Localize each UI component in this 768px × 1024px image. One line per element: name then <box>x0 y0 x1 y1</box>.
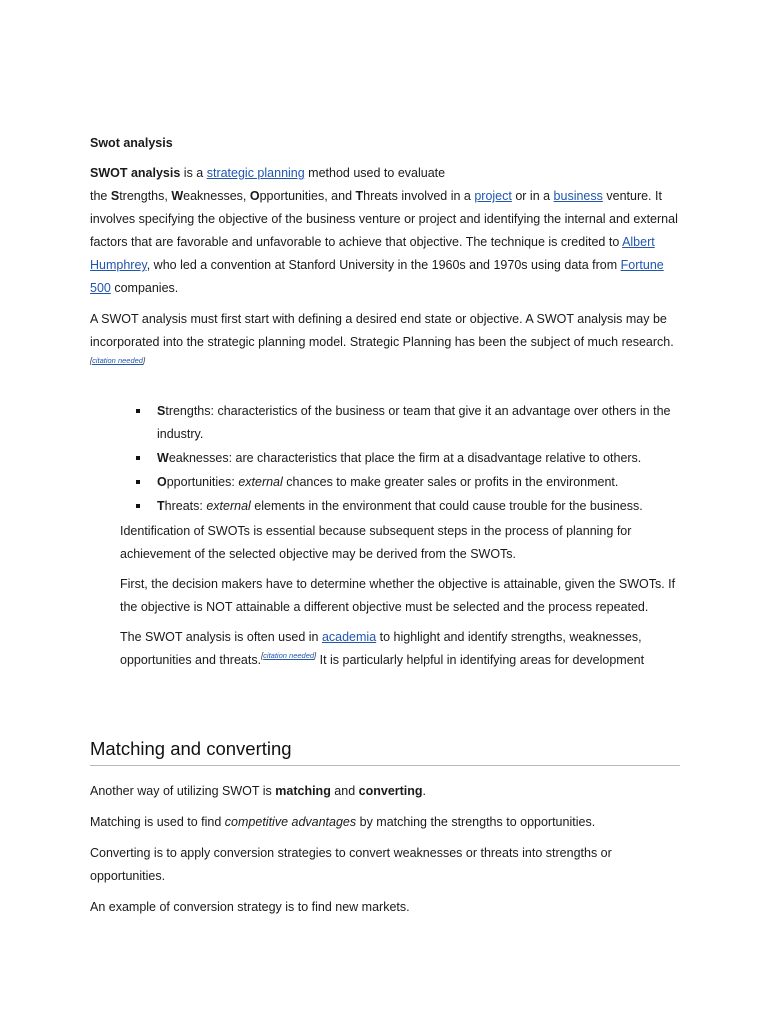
document-body <box>90 130 680 927</box>
objective-paragraph: A SWOT analysis must first start with defining a desired end state or objective. A SWOT analysis may be incorporated into the strategic planning model. Strategic Planning has been the subject of much research.[citation needed] <box>90 312 674 365</box>
section-paragraph: Another way of utilizing SWOT is matching and converting. <box>90 784 427 798</box>
list-item: Opportunities: external chances to make greater sales or profits in the environment. <box>90 471 680 494</box>
intro-paragraph: SWOT analysis is a strategic planning method used to evaluate the Strengths, Weaknesses, Opportunities, and Threats involved in a project or in a business venture. It involves specifying the objective of the business venture or project and identifying the internal and external factors that are favorable and unfavorable to achieve that objective. The technique is credited to Albert Humphrey, who led a convention at Stanford University in the 1960s and 1970s using data from Fortune 500 companies. <box>90 166 678 295</box>
albert-humphrey-link[interactable]: Albert Humphrey <box>90 235 655 272</box>
business-link[interactable]: business <box>553 189 603 203</box>
citation-needed-link[interactable]: citation needed <box>263 651 315 660</box>
citation-needed-link[interactable]: citation needed <box>92 356 143 365</box>
section-paragraph: Converting is to apply conversion strategies to convert weaknesses or threats into strengths or opportunities. <box>90 846 612 883</box>
fortune-500-link[interactable]: Fortune 500 <box>90 258 664 295</box>
strategic-planning-link[interactable]: strategic planning <box>206 166 305 180</box>
section-paragraph: An example of conversion strategy is to find new markets. <box>90 900 410 914</box>
citation-needed-note: [citation needed] <box>90 356 146 365</box>
bullet-marker <box>136 409 140 413</box>
list-item: Strengths: characteristics of the business or team that give it an advantage over others in the industry. <box>90 400 680 446</box>
bullet-marker <box>136 480 140 484</box>
swot-bullet-list <box>90 400 680 518</box>
academia-link[interactable]: academia <box>321 630 377 644</box>
bullet-marker <box>136 504 140 508</box>
citation-needed-note: [citation needed] <box>261 651 317 660</box>
section-paragraph: Matching is used to find competitive advantages by matching the strengths to opportunities. <box>90 815 596 829</box>
attainable-paragraph: First, the decision makers have to determine whether the objective is attainable, given the SWOTs. If the objective is NOT attainable a different objective must be selected and the process repeated. <box>120 577 676 614</box>
document-title: Swot analysis <box>90 136 173 150</box>
section-heading: Matching and converting <box>90 736 680 766</box>
indented-block <box>120 520 680 672</box>
list-item: Weaknesses: are characteristics that place the firm at a disadvantage relative to others. <box>90 447 680 470</box>
identification-paragraph: Identification of SWOTs is essential because subsequent steps in the process of planning for achievement of the selected objective may be derived from the SWOTs. <box>120 524 632 561</box>
bullet-marker <box>136 456 140 460</box>
project-link[interactable]: project <box>474 189 512 203</box>
list-item: Threats: external elements in the environment that could cause trouble for the business. <box>90 495 680 518</box>
academia-paragraph: The SWOT analysis is often used in academia to highlight and identify strengths, weaknesses, opportunities and threats.[citation needed] It is particularly helpful in identifying areas for development <box>120 630 645 667</box>
swot-term: SWOT analysis <box>90 166 181 180</box>
